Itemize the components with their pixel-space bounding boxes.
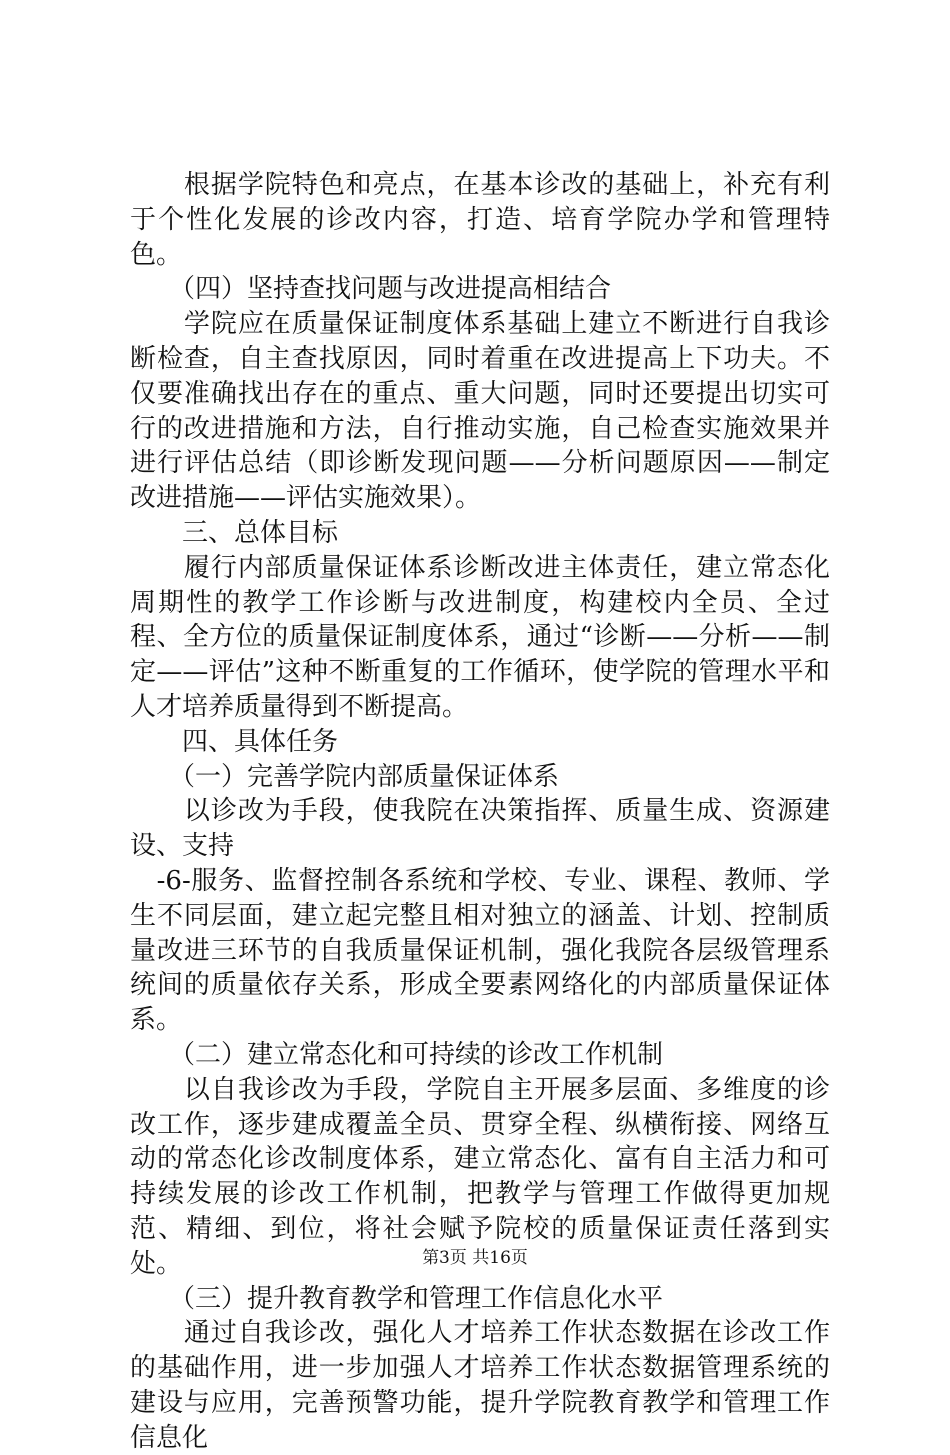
heading-task-3: （三）提升教育教学和管理工作信息化水平: [130, 1283, 664, 1314]
page-number-footer: 第3页 共16页: [422, 1248, 528, 1268]
paragraph-task-3: 通过自我诊改，强化人才培养工作状态数据在诊改工作的基础作用，进一步加强人才培养工作状态数据管理系统的建设与应用，完善预警功能，提升学院教育教学和管理工作信息化: [130, 1318, 830, 1453]
paragraph-task-1-intro: 以诊改为手段，使我院在决策指挥、质量生成、资源建设、支持: [130, 796, 830, 862]
paragraph-overall-goal: 履行内部质量保证体系诊断改进主体责任，建立常态化周期性的教学工作诊断与改进制度，构建校内全员、全过程、全方位的质量保证制度体系，通过“诊断——分析——制定——评估”这种不断重复的工作循环，使学院的管理水平和人才培养质量得到不断提高。: [130, 552, 830, 722]
heading-specific-tasks: 四、具体任务: [130, 726, 339, 757]
heading-task-2: （二）建立常态化和可持续的诊改工作机制: [130, 1039, 664, 1070]
heading-overall-goal: 三、总体目标: [130, 517, 339, 548]
paragraph-task-2: 以自我诊改为手段，学院自主开展多层面、多维度的诊改工作，逐步建成覆盖全员、贯穿全程、纵横衔接、网络互动的常态化诊改制度体系，建立常态化、富有自主活力和可持续发展的诊改工作机制，把教学与管理工作做得更加规范、精细、到位，将社会赋予院校的质量保证责任落到实处。: [130, 1074, 830, 1279]
paragraph-features: 根据学院特色和亮点，在基本诊改的基础上，补充有利于个性化发展的诊改内容，打造、培育学院办学和管理特色。: [130, 170, 830, 270]
heading-find-and-improve: （四）坚持查找问题与改进提高相结合: [130, 274, 612, 305]
paragraph-self-diagnosis: 学院应在质量保证制度体系基础上建立不断进行自我诊断检查，自主查找原因，同时着重在改进提高上下功夫。不仅要准确找出存在的重点、重大问题，同时还要提出切实可行的改进措施和方法，自行推动实施，自己检查实施效果并进行评估总结（即诊断发现问题——分析问题原因——制定改进措施——评估实施效果）。: [130, 309, 830, 514]
paragraph-task-1-body: -6-服务、监督控制各系统和学校、专业、课程、教师、学生不同层面，建立起完整且相对独立的涵盖、计划、控制质量改进三环节的自我质量保证机制，强化我院各层级管理系统间的质量依存关系，形成全要素网络化的内部质量保证体系。: [130, 865, 830, 1036]
heading-task-1: （一）完善学院内部质量保证体系: [130, 761, 560, 792]
